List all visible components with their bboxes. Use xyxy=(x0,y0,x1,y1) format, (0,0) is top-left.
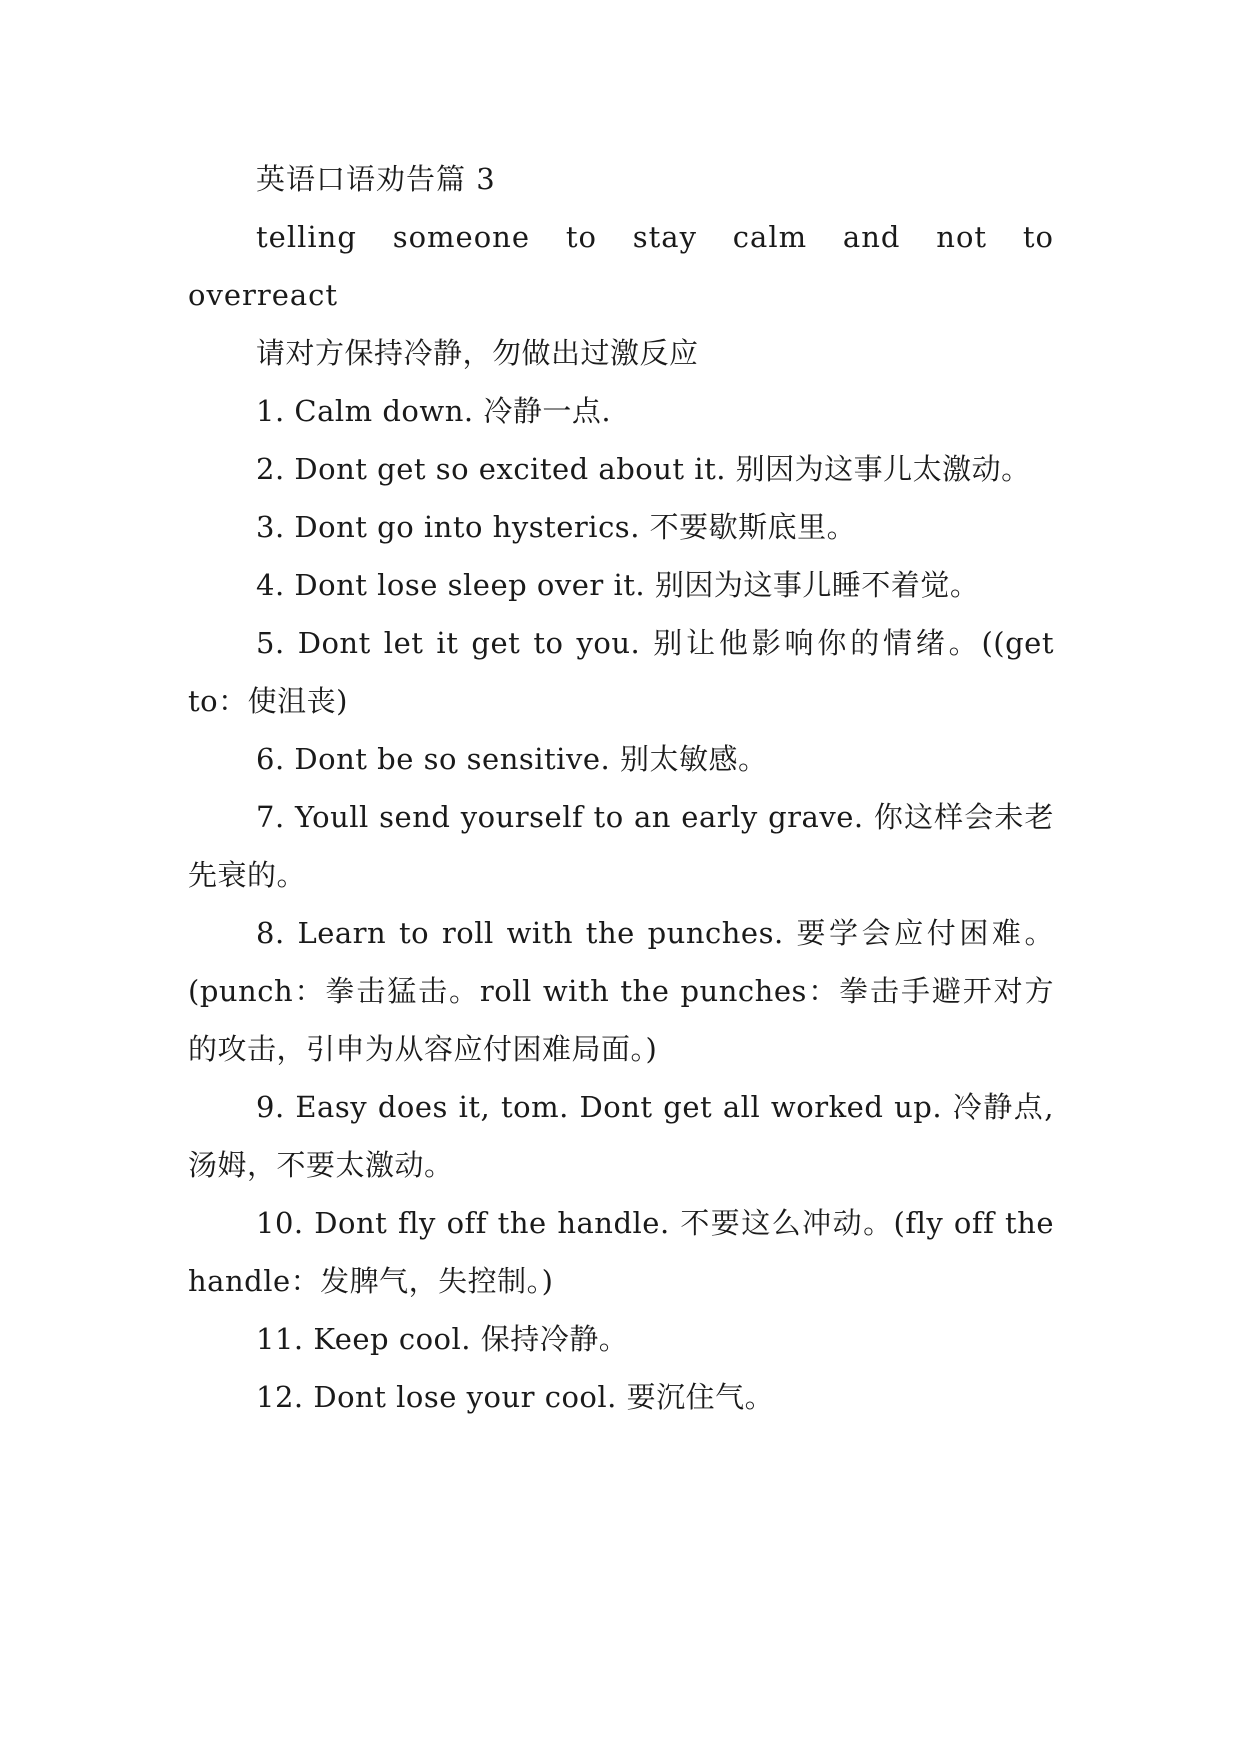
list-item: 7. Youll send yourself to an early grave. 你这样会未老先衰的。 xyxy=(188,800,1054,892)
document-title: 英语口语劝告篇 3 xyxy=(256,162,496,196)
list-item: 9. Easy does it, tom. Dont get all worked up. 冷静点,汤姆，不要太激动。 xyxy=(188,1090,1054,1182)
list-item: 10. Dont fly off the handle. 不要这么冲动。(fly off the handle：发脾气，失控制。) xyxy=(188,1206,1054,1298)
section-heading-english: telling someone to stay calm and not to overreact xyxy=(188,220,1054,312)
list-item: 8. Learn to roll with the punches. 要学会应付困难。(punch：拳击猛击。roll with the punches：拳击手避开对方的攻击，引申为从容应付困难局面。) xyxy=(188,916,1054,1066)
list-item: 4. Dont lose sleep over it. 别因为这事儿睡不着觉。 xyxy=(256,568,980,602)
list-item: 1. Calm down. 冷静一点. xyxy=(256,394,612,428)
list-item: 5. Dont let it get to you. 别让他影响你的情绪。((get to：使沮丧) xyxy=(188,626,1054,718)
list-item: 12. Dont lose your cool. 要沉住气。 xyxy=(256,1380,775,1414)
list-item: 11. Keep cool. 保持冷静。 xyxy=(256,1322,629,1356)
list-item: 3. Dont go into hysterics. 不要歇斯底里。 xyxy=(256,510,857,544)
list-item: 6. Dont be so sensitive. 别太敏感。 xyxy=(256,742,768,776)
list-item: 2. Dont get so excited about it. 别因为这事儿太激动。 xyxy=(256,452,1031,486)
document-body xyxy=(188,150,1054,1426)
section-heading-chinese: 请对方保持冷静，勿做出过激反应 xyxy=(256,336,699,370)
